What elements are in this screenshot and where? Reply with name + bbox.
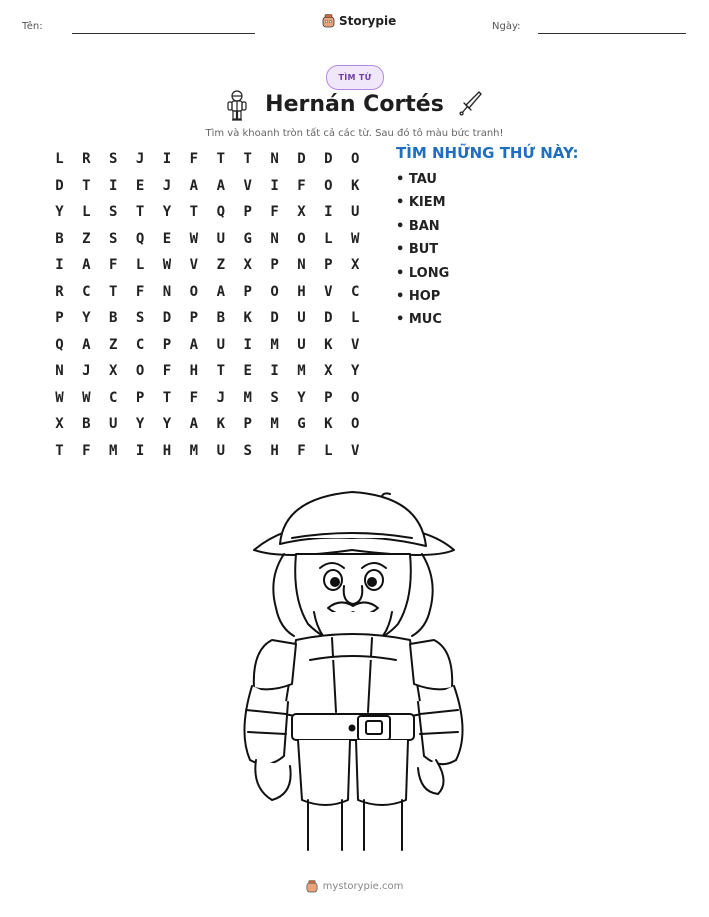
- grid-letter[interactable]: F: [109, 257, 118, 274]
- grid-letter[interactable]: D: [162, 310, 172, 327]
- grid-letter[interactable]: H: [297, 283, 306, 300]
- grid-letter[interactable]: T: [216, 363, 225, 380]
- grid-letter[interactable]: Q: [135, 230, 145, 247]
- grid-letter[interactable]: E: [135, 177, 145, 194]
- grid-letter[interactable]: N: [297, 257, 306, 274]
- grid-letter[interactable]: E: [162, 230, 172, 247]
- grid-letter[interactable]: O: [324, 177, 333, 194]
- sword-icon: [458, 90, 484, 122]
- grid-letter[interactable]: I: [270, 177, 279, 194]
- grid-letter[interactable]: J: [135, 151, 145, 168]
- grid-letter[interactable]: S: [135, 310, 145, 327]
- grid-letter[interactable]: Y: [82, 310, 91, 327]
- grid-letter[interactable]: T: [82, 177, 91, 194]
- storypie-logo-icon: [322, 14, 335, 28]
- grid-letter[interactable]: B: [216, 310, 225, 327]
- grid-letter[interactable]: D: [297, 151, 306, 168]
- grid-letter[interactable]: U: [216, 442, 225, 459]
- storypie-footer-logo-icon: [306, 880, 318, 893]
- grid-letter[interactable]: X: [55, 416, 64, 433]
- grid-letter[interactable]: Y: [162, 416, 172, 433]
- grid-letter[interactable]: O: [135, 363, 145, 380]
- grid-letter[interactable]: M: [109, 442, 118, 459]
- grid-letter[interactable]: I: [55, 257, 64, 274]
- word-item: • TAU: [396, 172, 437, 187]
- grid-letter[interactable]: F: [297, 177, 306, 194]
- word-item: • HOP: [396, 288, 441, 304]
- grid-letter[interactable]: S: [270, 389, 279, 406]
- grid-letter[interactable]: Y: [162, 204, 172, 221]
- grid-letter[interactable]: P: [324, 257, 333, 274]
- grid-letter[interactable]: F: [189, 151, 199, 168]
- grid-letter[interactable]: D: [55, 177, 64, 194]
- grid-letter[interactable]: M: [189, 442, 199, 459]
- grid-letter[interactable]: L: [351, 310, 360, 327]
- grid-letter[interactable]: N: [162, 283, 172, 300]
- grid-letter[interactable]: K: [243, 310, 252, 327]
- grid-letter[interactable]: A: [216, 177, 225, 194]
- grid-letter[interactable]: M: [243, 389, 252, 406]
- grid-letter[interactable]: I: [270, 363, 279, 380]
- grid-letter[interactable]: U: [297, 336, 306, 353]
- grid-letter[interactable]: C: [109, 389, 118, 406]
- grid-letter[interactable]: U: [216, 230, 225, 247]
- grid-letter[interactable]: B: [109, 310, 118, 327]
- grid-letter[interactable]: Z: [216, 257, 225, 274]
- grid-letter[interactable]: W: [162, 257, 172, 274]
- grid-letter[interactable]: K: [351, 177, 360, 194]
- grid-letter[interactable]: A: [189, 336, 199, 353]
- grid-letter[interactable]: P: [324, 389, 333, 406]
- date-line: [538, 33, 686, 34]
- grid-letter[interactable]: T: [216, 151, 225, 168]
- grid-letter[interactable]: R: [55, 283, 64, 300]
- grid-letter[interactable]: X: [109, 363, 118, 380]
- grid-letter[interactable]: D: [324, 151, 333, 168]
- grid-letter[interactable]: Y: [55, 204, 64, 221]
- grid-letter[interactable]: P: [55, 310, 64, 327]
- grid-letter[interactable]: H: [189, 363, 199, 380]
- grid-letter[interactable]: Q: [216, 204, 225, 221]
- word-list: [396, 170, 449, 334]
- grid-letter[interactable]: T: [162, 389, 172, 406]
- grid-letter[interactable]: M: [270, 336, 279, 353]
- grid-letter[interactable]: M: [297, 363, 306, 380]
- grid-letter[interactable]: U: [351, 204, 360, 221]
- grid-letter[interactable]: P: [270, 257, 279, 274]
- grid-letter[interactable]: O: [297, 230, 306, 247]
- grid-letter[interactable]: F: [270, 204, 279, 221]
- grid-letter[interactable]: K: [324, 336, 333, 353]
- grid-letter[interactable]: Q: [55, 336, 64, 353]
- grid-letter[interactable]: T: [243, 151, 252, 168]
- grid-letter[interactable]: I: [162, 151, 172, 168]
- word-item: • MUC: [396, 312, 442, 328]
- grid-letter[interactable]: K: [216, 416, 225, 433]
- grid-letter[interactable]: W: [351, 230, 360, 247]
- grid-letter[interactable]: K: [324, 416, 333, 433]
- grid-letter[interactable]: J: [216, 389, 225, 406]
- grid-letter[interactable]: C: [135, 336, 145, 353]
- grid-letter[interactable]: I: [109, 177, 118, 194]
- grid-letter[interactable]: V: [189, 257, 199, 274]
- grid-letter[interactable]: W: [189, 230, 199, 247]
- grid-letter[interactable]: V: [243, 177, 252, 194]
- grid-letter[interactable]: A: [82, 336, 91, 353]
- grid-letter[interactable]: G: [243, 230, 252, 247]
- grid-letter[interactable]: F: [189, 389, 199, 406]
- grid-letter[interactable]: M: [270, 416, 279, 433]
- grid-letter[interactable]: F: [297, 442, 306, 459]
- grid-letter[interactable]: N: [270, 230, 279, 247]
- grid-letter[interactable]: J: [162, 177, 172, 194]
- word-item: • LONG: [396, 265, 450, 281]
- grid-letter[interactable]: E: [243, 363, 252, 380]
- grid-letter[interactable]: I: [324, 204, 333, 221]
- grid-letter[interactable]: I: [135, 442, 145, 459]
- name-line: [72, 33, 255, 34]
- grid-letter[interactable]: Y: [297, 389, 306, 406]
- grid-letter[interactable]: F: [135, 283, 145, 300]
- grid-letter[interactable]: X: [297, 204, 306, 221]
- grid-letter[interactable]: S: [109, 230, 118, 247]
- grid-letter[interactable]: H: [162, 442, 172, 459]
- grid-letter[interactable]: R: [82, 151, 91, 168]
- grid-letter[interactable]: L: [82, 204, 91, 221]
- grid-letter[interactable]: X: [243, 257, 252, 274]
- grid-letter[interactable]: L: [324, 230, 333, 247]
- name-label: Tên:: [22, 21, 43, 32]
- word-item: • BUT: [396, 242, 439, 258]
- brand: [322, 14, 396, 28]
- grid-letter[interactable]: L: [55, 151, 64, 168]
- grid-letter[interactable]: O: [351, 151, 360, 168]
- grid-letter[interactable]: J: [82, 363, 91, 380]
- grid-letter[interactable]: P: [189, 310, 199, 327]
- grid-letter[interactable]: A: [82, 257, 91, 274]
- grid-letter[interactable]: T: [109, 283, 118, 300]
- grid-letter[interactable]: S: [109, 151, 118, 168]
- grid-letter[interactable]: F: [162, 363, 172, 380]
- grid-letter[interactable]: H: [270, 442, 279, 459]
- grid-letter[interactable]: G: [297, 416, 306, 433]
- grid-letter[interactable]: O: [189, 283, 199, 300]
- grid-letter[interactable]: V: [351, 442, 360, 459]
- grid-letter[interactable]: F: [82, 442, 91, 459]
- grid-letter[interactable]: D: [270, 310, 279, 327]
- grid-letter[interactable]: A: [189, 416, 199, 433]
- grid-letter[interactable]: I: [243, 336, 252, 353]
- grid-letter[interactable]: V: [351, 336, 360, 353]
- word-item: • BAN: [396, 218, 440, 234]
- date-label: Ngày:: [492, 21, 521, 32]
- footer: [0, 880, 709, 893]
- grid-letter[interactable]: W: [55, 389, 64, 406]
- grid-letter[interactable]: U: [109, 416, 118, 433]
- grid-letter[interactable]: N: [55, 363, 64, 380]
- grid-letter[interactable]: B: [82, 416, 91, 433]
- grid-letter[interactable]: A: [189, 177, 199, 194]
- grid-letter[interactable]: Z: [109, 336, 118, 353]
- page-title: Hernán Cortés: [265, 92, 444, 117]
- grid-letter[interactable]: L: [135, 257, 145, 274]
- grid-letter[interactable]: P: [243, 204, 252, 221]
- grid-letter[interactable]: Y: [135, 416, 145, 433]
- grid-letter[interactable]: T: [55, 442, 64, 459]
- grid-letter[interactable]: P: [243, 283, 252, 300]
- grid-letter[interactable]: P: [135, 389, 145, 406]
- grid-letter[interactable]: Y: [351, 363, 360, 380]
- word-search-badge: TÌM TỪ: [326, 65, 384, 90]
- grid-letter[interactable]: S: [243, 442, 252, 459]
- grid-letter[interactable]: A: [216, 283, 225, 300]
- grid-letter[interactable]: O: [351, 389, 360, 406]
- conquistador-coloring-illustration: [232, 488, 478, 854]
- grid-letter[interactable]: P: [243, 416, 252, 433]
- grid-letter[interactable]: W: [82, 389, 91, 406]
- grid-letter[interactable]: N: [270, 151, 279, 168]
- grid-letter[interactable]: O: [270, 283, 279, 300]
- grid-letter[interactable]: U: [216, 336, 225, 353]
- footer-url: mystorypie.com: [322, 881, 404, 892]
- grid-letter[interactable]: B: [55, 230, 64, 247]
- grid-letter[interactable]: C: [351, 283, 360, 300]
- grid-letter[interactable]: X: [351, 257, 360, 274]
- grid-letter[interactable]: T: [135, 204, 145, 221]
- grid-letter[interactable]: C: [82, 283, 91, 300]
- word-item: • KIEM: [396, 195, 446, 211]
- grid-letter[interactable]: X: [324, 363, 333, 380]
- grid-letter[interactable]: L: [324, 442, 333, 459]
- word-search-grid: [46, 146, 369, 464]
- grid-letter[interactable]: S: [109, 204, 118, 221]
- grid-letter[interactable]: T: [189, 204, 199, 221]
- grid-letter[interactable]: U: [297, 310, 306, 327]
- find-words-title: TÌM NHỮNG THỨ NÀY:: [396, 144, 579, 162]
- grid-letter[interactable]: O: [351, 416, 360, 433]
- grid-letter[interactable]: D: [324, 310, 333, 327]
- grid-letter[interactable]: P: [162, 336, 172, 353]
- grid-letter[interactable]: Z: [82, 230, 91, 247]
- instructions: Tìm và khoanh tròn tất cả các từ. Sau đó tô màu bức tranh!: [205, 128, 504, 139]
- brand-name: Storypie: [339, 14, 397, 28]
- grid-letter[interactable]: V: [324, 283, 333, 300]
